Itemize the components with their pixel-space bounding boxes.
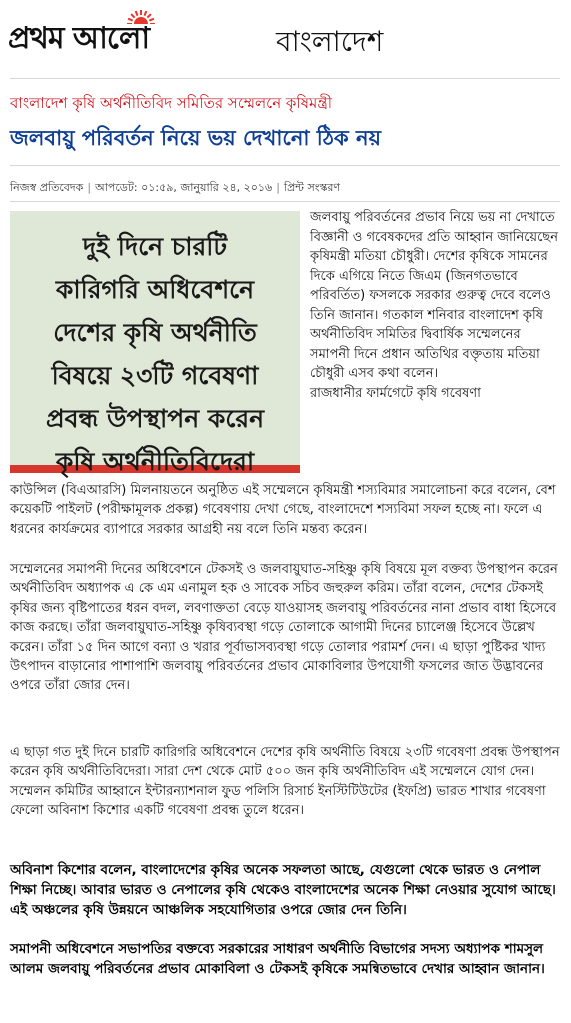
article-paragraph: অবিনাশ কিশোর বলেন, বাংলাদেশের কৃষির অনেক সফলতা আছে, যেগুলো থেকে ভারত ও নেপাল শিক্ষা নিচ্ছে। আবার ভারত ও নেপালের কৃষি থেকেও বাংলাদেশের অনেক শিক্ষা নেওয়ার সুযোগ আছে। এই অঞ্চলের কৃষি উন্নয়নে আঞ্চলিক সহযোগিতার ওপরে জোর দেন তিনি। (10, 862, 556, 918)
article-paragraph: সম্মেলনের সমাপনী দিনের অধিবেশনে টেকসই ও জলবায়ুঘাত-সহিষ্ণু কৃষি বিষয়ে মূল বক্তব্য উপস্থাপন করেন অর্থনীতিবিদ অধ্যাপক এ কে এম এনামুল হক ও সাবেক সচিব জহুরুল করিম। তাঁরা বলেন, দেশের টেকসই কৃষির জন্য বৃষ্টিপাতের ধরন বদল, লবণাক্ততা বেড়ে যাওয়াসহ জলবায়ু পরিবর্তনের নানা প্রভাব বাধা হিসেবে কাজ করছে। তাঁরা জলবায়ুঘাত-সহিষ্ণু কৃষিব্যবস্থা গড়ে তোলাকে আগামী দিনের চ্যালেঞ্জ হিসেবে উল্লেখ করেন। তাঁরা ১৫ দিন আগে বন্যা ও খরার পূর্বাভাসব্যবস্থা গড়ে তোলার পরামর্শ দেন। এ ছাড়া পুষ্টিকর খাদ্য উৎপাদন বাড়ানোর পাশাপাশি জলবায়ু পরিবর্তনের প্রভাব মোকাবিলার উপযোগী ফসলের জাত উদ্ভাবনের ওপরে তাঁরা জোর দেন। (10, 562, 558, 694)
sun-ray (128, 19, 133, 21)
article-wrap-column (310, 208, 564, 403)
sun-ray (149, 19, 154, 21)
graphic-line: কারিগরি অধিবেশনে (55, 275, 255, 304)
graphic-caption (10, 225, 300, 483)
graphic-line: প্রবন্ধ উপস্থাপন করেন (45, 404, 265, 433)
headline-divider (10, 165, 560, 166)
section-title[interactable]: বাংলাদেশ (276, 25, 384, 58)
update-time: আপডেট: ০১:৫৯, জানুয়ারি ২৪, ২০১৬ (95, 181, 273, 194)
article-meta: নিজস্ব প্রতিবেদক | আপডেট: ০১:৫৯, জানুয়ারি ২৪, ২০১৬ | প্রিন্ট সংস্করণ (10, 181, 341, 194)
sun-logo-icon (126, 8, 156, 24)
site-logo-text: প্রথম আলো (8, 21, 150, 56)
article-paragraph-start: রাজধানীর ফার্মগেটে কৃষি গবেষণা (310, 385, 481, 401)
article-paragraph: সমাপনী অধিবেশনে সভাপতির বক্তব্যে সরকারের সাধারণ অর্থনীতি বিভাগের সদস্য অধ্যাপক শামসুল আলম জলবায়ু পরিবর্তনের প্রভাব মোকাবিলা ও টেকসই কৃষিকে সমন্বিতভাবে দেখার আহ্বান জানান। (10, 941, 545, 977)
masthead-divider (10, 78, 560, 79)
graphic-line: দেশের কৃষি অর্থনীতি (53, 318, 257, 347)
graphic-line: কৃষি অর্থনীতিবিদেরা (55, 447, 255, 476)
graphic-line: দুই দিনে চারটি (82, 232, 228, 261)
article-headline: জলবায়ু পরিবর্তন নিয়ে ভয় দেখানো ঠিক নয় (10, 126, 381, 150)
print-edition-link[interactable]: প্রিন্ট সংস্করণ (283, 181, 341, 194)
article-paragraph: জলবায়ু পরিবর্তনের প্রভাব নিয়ে ভয় না দেখাতে বিজ্ঞানী ও গবেষকদের প্রতি আহ্বান জানিয়েছেন কৃষিমন্ত্রী মতিয়া চৌধুরী। দেশের কৃষিকে সামনের দিকে এগিয়ে নিতে জিএম (জিনগতভাবে পরিবর্তিত) ফসলকে সরকার গুরুত্ব দেবে বলেও তিনি জানান। গতকাল শনিবার বাংলাদেশ কৃষি অর্থনীতিবিদ সমিতির দ্বিবার্ষিক সম্মেলনের সমাপনী দিনে প্রধান অতিথির বক্তৃতায় মতিয়া চৌধুরী এসব কথা বলেন। (310, 210, 558, 381)
graphic-line: বিষয়ে ২৩টি গবেষণা (51, 361, 259, 390)
author-byline: নিজস্ব প্রতিবেদক (10, 181, 84, 194)
article-kicker: বাংলাদেশ কৃষি অর্থনীতিবিদ সমিতির সম্মেলনে কৃষিমন্ত্রী (10, 94, 333, 112)
sun-ray (136, 11, 138, 16)
sun-ray (144, 11, 146, 16)
meta-divider (10, 201, 560, 202)
site-logo[interactable] (8, 22, 149, 56)
article-paragraph: এ ছাড়া গত দুই দিনে চারটি কারিগরি অধিবেশনে দেশের কৃষি অর্থনীতি বিষয়ে ২৩টি গবেষণা প্রবন্ধ উপস্থাপন করেন কৃষি অর্থনীতিবিদেরা। সারা দেশ থেকে মোট ৫০০ জন কৃষি অর্থনীতিবিদ এই সম্মেলনে যোগ দেন। সম্মেলন কমিটির আহ্বানে ইন্টারন্যাশনাল ফুড পলিসি রিসার্চ ইনস্টিটিউটের (ইফপ্রি) ভারত শাখার গবেষণা ফেলো অবিনাশ কিশোর একটি গবেষণা প্রবন্ধ তুলে ধরেন। (10, 745, 560, 819)
sun-ray (131, 14, 135, 18)
article-paragraph: কাউন্সিল (বিএআরসি) মিলনায়তনে অনুষ্ঠিত এই সম্মেলনে কৃষিমন্ত্রী শস্যবিমার সমালোচনা করে বলেন, বেশ কয়েকটি পাইলট (পরীক্ষামূলক প্রকল্প) গবেষণায় দেখা গেছে, বাংলাদেশে শস্যবিমা সফল হচ্ছে না। ফলে এ ধরনের কার্যক্রমের ব্যাপারে সরকার আগ্রহী নয় বলে তিনি মন্তব্য করেন। (10, 483, 556, 537)
masthead (8, 6, 563, 68)
sun-ray (147, 14, 151, 18)
article-graphic (10, 211, 300, 476)
